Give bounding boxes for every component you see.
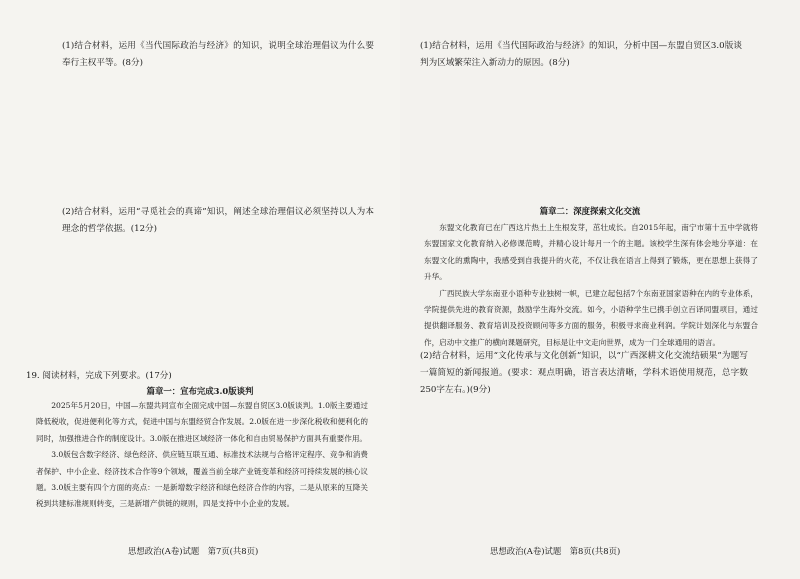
question-text: (1)结合材料，运用《当代国际政治与经济》的知识，分析中国—东盟自贸区3.0版谈判为区域繁荣注入新动力的原因。(8分) [420, 41, 742, 68]
question-text: (2)结合材料，运用“寻觅社会的真谛”知识，阐述全球治理倡议必须坚持以人为本理念的哲学依据。(12分) [62, 207, 374, 234]
page-footer: 思想政治(A卷)试题 第7页(共8页) [128, 546, 259, 556]
chapter-2-paragraph: 东盟文化教育已在广西这片热土上生根发芽，茁壮成长。自2015年起，南宁市第十五中学就将东盟国家文化教育纳入必修课范畴，并精心设计每月一个的主题。该校学生深有体会地分享道：在东盟文化的熏陶中，我感受到自我提升的火花，不仅让我在语言上得到了锻炼，更在思想上获得了升华。 [424, 223, 758, 282]
chapter-1-body [36, 398, 368, 513]
question-1-left [62, 38, 374, 72]
chapter-2-body [424, 220, 758, 351]
chapter-1-paragraph: 3.0版包含数字经济、绿色经济、供应链互联互通、标准技术法规与合格评定程序、竞争和消费者保护、中小企业、经济技术合作等9个领域，覆盖当前全球产业链变革和经济可持续发展的核心议题。3.0版主要有四个方面的亮点：一是新增数字经济和绿色经济合作的内容，二是从原来的互降关税到共建标准规则转变，三是新增产供链的规则，四是支持中小企业的发展。 [36, 450, 368, 509]
question-2-right [420, 348, 748, 399]
chapter-1-paragraph: 2025年5月20日，中国—东盟共同宣布全面完成中国—东盟自贸区3.0版谈判。1.0版主要通过降低税收，促进便利化等方式，促进中国与东盟经贸合作发展。2.0版在进一步深化税收和便利化的同时，加强推进合作的制度设计。3.0版在推进区域经济一体化和自由贸易保护方面具有重要作用。 [36, 401, 368, 443]
chapter-2-title: 篇章二：深度探索文化交流 [539, 206, 641, 216]
page-footer: 思想政治(A卷)试题 第8页(共8页) [490, 546, 621, 556]
chapter-1-title: 篇章一：宣布完成3.0版谈判 [146, 386, 254, 396]
question-text: (2)结合材料，运用“文化传承与文化创新”知识，以“广西深耕文化交流结硕果”为题写一篇简短的新闻报道。(要求：观点明确，语言表达清晰，学科术语使用规范，总字数250字左右。)(9分) [420, 351, 748, 395]
exam-page-8 [400, 0, 800, 579]
chapter-2-paragraph: 广西民族大学东南亚小语种专业独树一帜，已建立起包括7个东南亚国家语种在内的专业体系，学院提供先进的教育资源，鼓励学生海外交流。如今，小语种学生已携手创立百译同盟项目，通过提供翻译服务、教育培训及投资顾问等多方面的服务，积极寻求商业利润。学院计划深化与东盟合作，启动中文推广的横向课题研究，目标是让中文走向世界，成为一门全球通用的语言。 [424, 288, 758, 347]
question-19 [26, 368, 366, 385]
question-1-right [420, 38, 742, 72]
question-text: (1)结合材料，运用《当代国际政治与经济》的知识，说明全球治理倡议为什么要奉行主权平等。(8分) [62, 41, 374, 68]
question-text: 19. 阅读材料，完成下列要求。(17分) [26, 371, 172, 381]
question-2-left [62, 204, 374, 238]
